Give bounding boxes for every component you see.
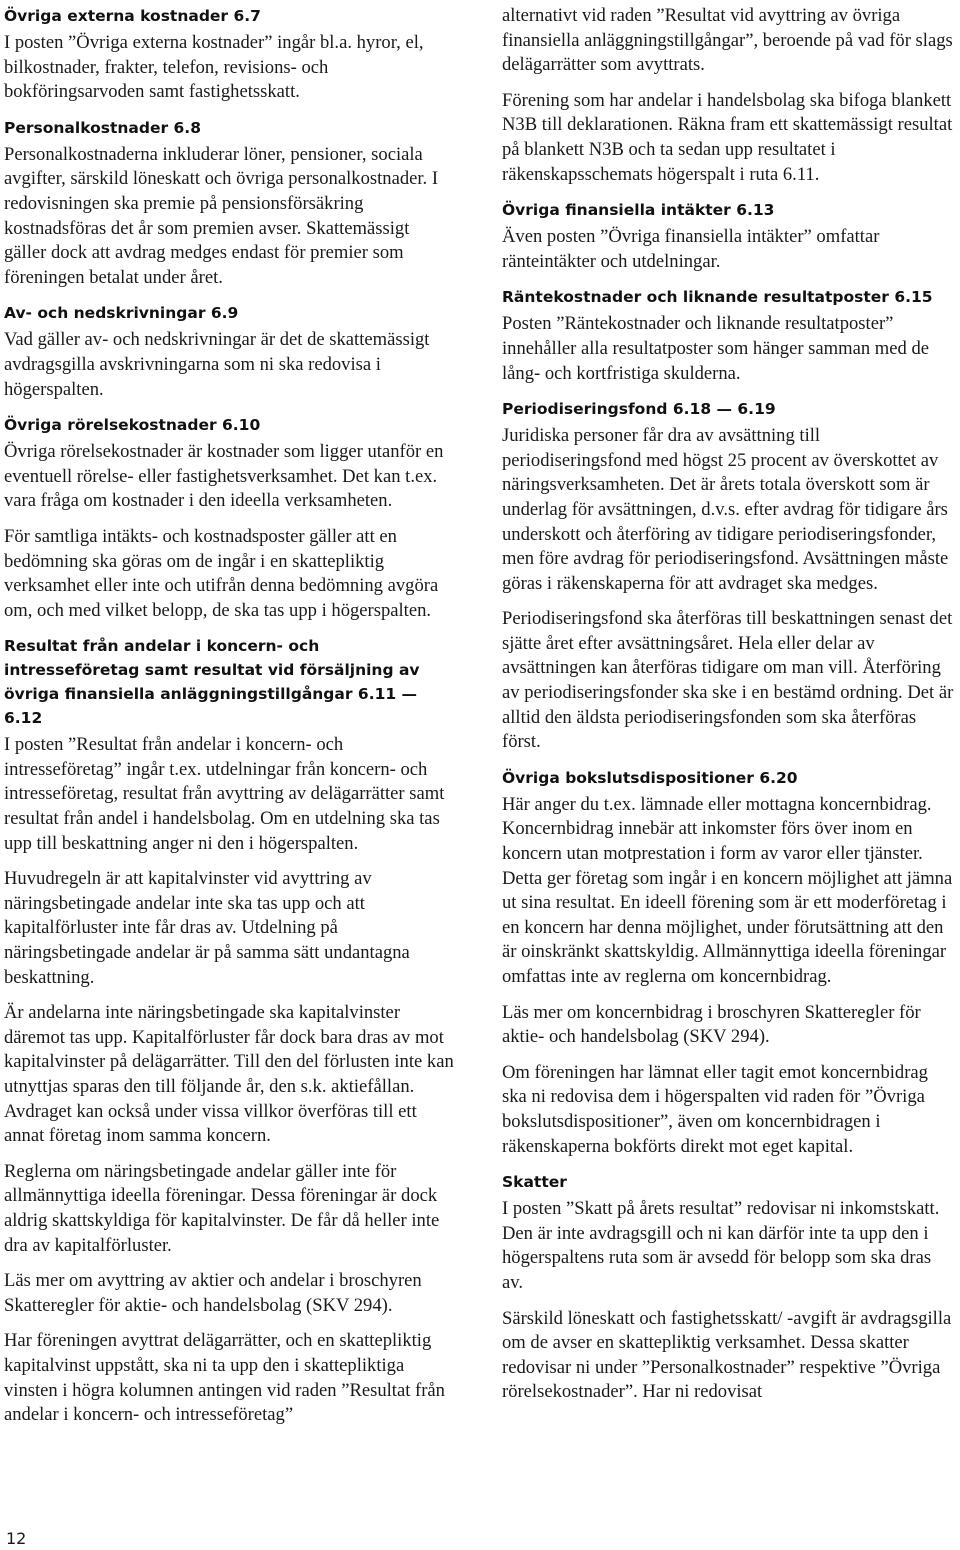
left-column [4,4,456,1439]
section [502,766,954,1159]
paragraph: Förening som har andelar i handelsbolag ska bifoga blankett N3B till deklarationen. Räkna fram ett skattemässigt resultat på blankett N3B och ta sedan upp resultatet i räkenskapsschemats högerspalt i ruta 6.11. [502,89,953,185]
paragraph: Övriga rörelsekostnader är kostnader som ligger utanför en eventuell rörelse- eller fastighetsverksamhet. Det kan t.ex. vara fråga om kostnader i den ideella verksamheten. [4,441,444,512]
paragraph: Periodiseringsfond ska återföras till beskattningen senast det sjätte året efter avsättningsåret. Hela eller delar av avsättningen kan återföras tidigare om man vill. Återföring av periodiseringsfonder ska ske i en bestämd ordning. Det är alltid den äldsta periodiseringsfonden som ska återföras först. [502,608,954,753]
section [502,397,954,755]
section-heading: Periodiseringsfond 6.18 — 6.19 [502,400,776,419]
section [502,1170,954,1405]
paragraph: Läs mer om avyttring av aktier och andelar i broschyren Skatteregler för aktie- och handelsbolag (SKV 294). [4,1270,422,1316]
section [4,634,456,1427]
paragraph: I posten ”Övriga externa kostnader” ingår bl.a. hyror, el, bilkostnader, frakter, telefon, revisions- och bokföringsarvoden samt fastighetsskatt. [4,32,424,103]
paragraph: Huvudregeln är att kapitalvinster vid avyttring av näringsbetingade andelar inte ska tas upp och att kapitalförluster inte får dras av. Utdelning på näringsbetingade andelar är på samma sätt undantagna beskattning. [4,868,410,988]
paragraph: Särskild löneskatt och fastighetsskatt/ -avgift är avdragsgilla om de avser en skattepliktig verksamhet. Dessa skatter redovisar ni under ”Personalkostnader” respektive ”Övriga rörelsekostnader”. Har ni redovisat [502,1307,952,1403]
paragraph: Vad gäller av- och nedskrivningar är det de skattemässigt avdragsgilla avskrivningarna som ni ska redovisa i högerspalten. [4,329,430,400]
section-heading: Av- och nedskrivningar 6.9 [4,304,239,323]
paragraph: Har föreningen avyttrat delägarrätter, och en skattepliktig kapitalvinst uppstått, ska ni ta upp den i skattepliktiga vinsten i högra kolumnen antingen vid raden ”Resultat från andelar i koncern- och intresseföretag” [4,1330,445,1426]
section-heading: Skatter [502,1173,567,1192]
section [4,413,456,623]
paragraph: I posten ”Skatt på årets resultat” redovisar ni inkomstskatt. Den är inte avdragsgill och ni kan därför inte ta upp den i högerspaltens ruta som är avsedd för belopp som ska dras av. [502,1198,940,1293]
section-heading: Övriga externa kostnader 6.7 [4,7,261,25]
right-column [502,4,954,1416]
paragraph: För samtliga intäkts- och kostnadsposter gäller att en bedömning ska göras om de ingår i en skattepliktig verksamhet eller inte och utifrån denna bedömning avgöra om, och med vilket belopp, de ska tas upp i högerspalten. [4,525,439,621]
paragraph: Här anger du t.ex. lämnade eller mottagna koncernbidrag. Koncernbidrag innebär att inkomster förs över inom en koncern utan motprestation i form av varor eller tjänster. Detta ger företag som ingår i en koncern möjlighet att jämna ut sina resultat. En ideell förening som är ett moderföretag i en koncern har denna möjlighet, under förutsättning att den är oinskränkt skattskyldig. Allmännyttiga ideella föreningar omfattas inte av reglerna om koncernbidrag. [502,793,953,987]
section [4,4,456,105]
section-heading: Övriga finansiella intäkter 6.13 [502,201,775,220]
section [502,4,954,187]
paragraph: alternativt vid raden ”Resultat vid avyttring av övriga finansiella anläggningstillgångar”, beroende på vad för slags delägarrätter som avyttrats. [502,5,953,76]
paragraph: Posten ”Räntekostnader och liknande resultatposter” innehåller alla resultatposter som hänger samman med de lång- och kortfristiga skulderna. [502,313,929,384]
section-heading: Övriga bokslutsdispositioner 6.20 [502,768,798,787]
page-number: 12 [6,1529,27,1548]
paragraph: I posten ”Resultat från andelar i koncern- och intresseföretag” ingår t.ex. utdelningar från koncern- och intresseföretag, resultat från avyttring av delägarrätter samt resultat från andel i handelsbolag. Om en utdelning ska tas upp till beskattning anger ni den i högerspalten. [4,734,445,854]
paragraph: Om föreningen har lämnat eller tagit emot koncernbidrag ska ni redovisa dem i högerspalten vid raden för ”Övriga bokslutsdispositioner”, även om koncernbidragen i räkenskaperna bokförts direkt mot eget kapital. [502,1061,928,1157]
paragraph: Reglerna om näringsbetingade andelar gäller inte för allmännyttiga ideella föreningar. Dessa föreningar är dock aldrig skattskyldiga för kapitalvinster. De får då heller inte dra av kapitalförluster. [4,1160,440,1256]
paragraph: Är andelarna inte näringsbetingade ska kapitalvinster däremot tas upp. Kapitalförluster får dock bara dras av mot kapitalvinster på delägarrätter. Till den del förlusten inte kan utnyttjas sparas den till följande år, den s.k. aktiefållan. Avdraget kan också under vissa villkor överföras till ett annat företag inom samma koncern. [4,1002,454,1147]
section-heading: Personalkostnader 6.8 [4,118,201,137]
section [502,198,954,274]
section-heading: Räntekostnader och liknande resultatposter 6.15 [502,288,933,307]
section [4,116,456,291]
section-heading: Resultat från andelar i koncern- och intresseföretag samt resultat vid försäljning av övriga finansiella anläggningstillgångar 6.11 — 6.12 [4,637,420,728]
paragraph: Även posten ”Övriga finansiella intäkter” omfattar ränteintäkter och utdelningar. [502,226,880,272]
paragraph: Personalkostnaderna inkluderar löner, pensioner, sociala avgifter, särskild löneskatt och övriga personalkostnader. I redovisningen ska premie på pensionsförsäkring kostnadsföras det år som premien avser. Skattemässigt gäller dock att avdrag medges endast för premier som föreningen betalat under året. [4,143,439,288]
paragraph: Läs mer om koncernbidrag i broschyren Skatteregler för aktie- och handelsbolag (SKV 294). [502,1001,921,1048]
section [4,301,456,402]
section [502,285,954,386]
paragraph: Juridiska personer får dra av avsättning till periodiseringsfond med högst 25 procent av överskottet av näringsverksamheten. Det är årets totala överskott som är underlag för avsättningen, d.v.s. efter avdrag för tidigare års underskott och återföring av tidigare periodiseringsfonder, men före avdrag för periodiseringsfond. Avsättningen måste göras i räkenskaperna för att avdraget ska medges. [502,425,949,594]
section-heading: Övriga rörelsekostnader 6.10 [4,416,261,435]
